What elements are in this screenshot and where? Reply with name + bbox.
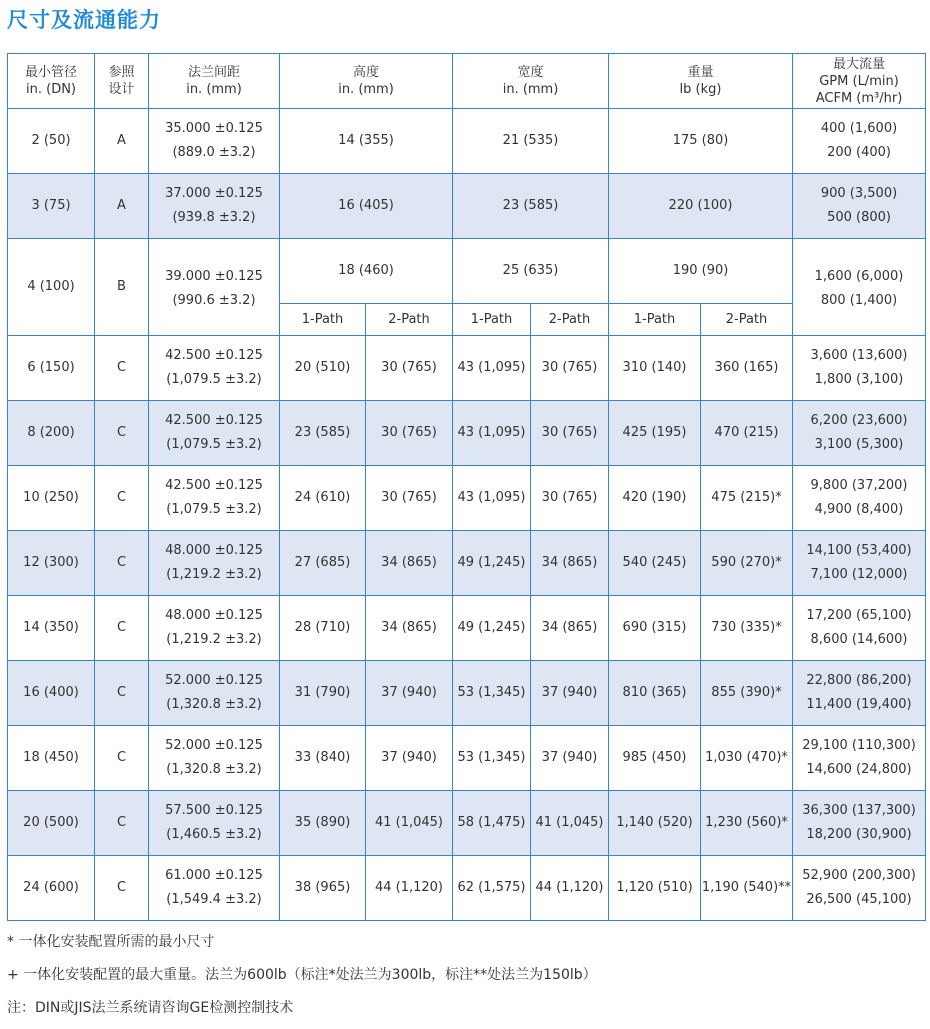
cell-face-to-face: 39.000 ±0.125 (990.6 ±3.2) <box>149 239 280 336</box>
cell-design: C <box>95 466 149 531</box>
cell-weight: 190 (90) <box>609 239 793 304</box>
cell-height-2-path: 41 (1,045) <box>366 791 453 856</box>
cell-max-flow: 400 (1,600) 200 (400) <box>793 109 926 174</box>
header-height: 高度 in. (mm) <box>280 54 453 109</box>
cell-size: 8 (200) <box>8 401 95 466</box>
cell-face-to-face: 48.000 ±0.125 (1,219.2 ±3.2) <box>149 596 280 661</box>
cell-weight-1-path: 1,140 (520) <box>609 791 701 856</box>
cell-weight-1-path: 540 (245) <box>609 531 701 596</box>
subheader-width-1-path: 1-Path <box>453 304 531 336</box>
cell-weight-2-path: 855 (390)* <box>701 661 793 726</box>
cell-height-1-path: 23 (585) <box>280 401 366 466</box>
cell-height-2-path: 30 (765) <box>366 336 453 401</box>
table-row <box>8 531 926 596</box>
cell-size: 3 (75) <box>8 174 95 239</box>
header-max-flow: 最大流量 GPM (L/min) ACFM (m³/hr) <box>793 54 926 109</box>
subheader-height-1-path: 1-Path <box>280 304 366 336</box>
header-row <box>8 54 926 109</box>
cell-height-2-path: 37 (940) <box>366 661 453 726</box>
cell-width-2-path: 30 (765) <box>531 401 609 466</box>
footnote-din-jis: 注：DIN或JIS法兰系统请咨询GE检测控制技术 <box>7 1000 294 1016</box>
cell-width-1-path: 53 (1,345) <box>453 726 531 791</box>
cell-size: 12 (300) <box>8 531 95 596</box>
cell-max-flow: 6,200 (23,600) 3,100 (5,300) <box>793 401 926 466</box>
cell-width-1-path: 49 (1,245) <box>453 531 531 596</box>
cell-height-1-path: 28 (710) <box>280 596 366 661</box>
header-face-to-face: 法兰间距 in. (mm) <box>149 54 280 109</box>
cell-height-1-path: 35 (890) <box>280 791 366 856</box>
cell-max-flow: 36,300 (137,300) 18,200 (30,900) <box>793 791 926 856</box>
cell-design: C <box>95 401 149 466</box>
cell-width-1-path: 43 (1,095) <box>453 336 531 401</box>
subheader-height-2-path: 2-Path <box>366 304 453 336</box>
page-title: 尺寸及流通能力 <box>7 8 161 32</box>
cell-weight: 220 (100) <box>609 174 793 239</box>
cell-weight-2-path: 1,190 (540)** <box>701 856 793 921</box>
cell-face-to-face: 57.500 ±0.125 (1,460.5 ±3.2) <box>149 791 280 856</box>
header-design: 参照 设计 <box>95 54 149 109</box>
cell-face-to-face: 52.000 ±0.125 (1,320.8 ±3.2) <box>149 726 280 791</box>
cell-height-1-path: 20 (510) <box>280 336 366 401</box>
cell-max-flow: 52,900 (200,300) 26,500 (45,100) <box>793 856 926 921</box>
cell-size: 24 (600) <box>8 856 95 921</box>
cell-weight-2-path: 360 (165) <box>701 336 793 401</box>
cell-height: 14 (355) <box>280 109 453 174</box>
cell-weight-2-path: 590 (270)* <box>701 531 793 596</box>
cell-height: 18 (460) <box>280 239 453 304</box>
cell-weight-1-path: 1,120 (510) <box>609 856 701 921</box>
cell-max-flow: 3,600 (13,600) 1,800 (3,100) <box>793 336 926 401</box>
cell-height-1-path: 33 (840) <box>280 726 366 791</box>
cell-width: 25 (635) <box>453 239 609 304</box>
subheader-weight-1-path: 1-Path <box>609 304 701 336</box>
cell-design: C <box>95 336 149 401</box>
subheader-width-2-path: 2-Path <box>531 304 609 336</box>
cell-weight-1-path: 810 (365) <box>609 661 701 726</box>
cell-weight-1-path: 690 (315) <box>609 596 701 661</box>
cell-max-flow: 9,800 (37,200) 4,900 (8,400) <box>793 466 926 531</box>
cell-width-2-path: 30 (765) <box>531 466 609 531</box>
cell-height-1-path: 24 (610) <box>280 466 366 531</box>
cell-max-flow: 900 (3,500) 500 (800) <box>793 174 926 239</box>
footnote-max-weight: + 一体化安装配置的最大重量。法兰为600lb（标注*处法兰为300lb，标注**处法兰为150lb） <box>7 967 597 983</box>
cell-face-to-face: 37.000 ±0.125 (939.8 ±3.2) <box>149 174 280 239</box>
cell-weight-1-path: 985 (450) <box>609 726 701 791</box>
cell-width-2-path: 34 (865) <box>531 531 609 596</box>
footnote-min-size: * 一体化安装配置所需的最小尺寸 <box>7 934 215 950</box>
cell-design: A <box>95 109 149 174</box>
cell-max-flow: 17,200 (65,100) 8,600 (14,600) <box>793 596 926 661</box>
cell-width-1-path: 58 (1,475) <box>453 791 531 856</box>
header-size: 最小管径 in. (DN) <box>8 54 95 109</box>
header-weight: 重量 lb (kg) <box>609 54 793 109</box>
cell-weight-1-path: 425 (195) <box>609 401 701 466</box>
cell-width-2-path: 41 (1,045) <box>531 791 609 856</box>
cell-max-flow: 1,600 (6,000) 800 (1,400) <box>793 239 926 336</box>
cell-weight-2-path: 1,030 (470)* <box>701 726 793 791</box>
cell-design: B <box>95 239 149 336</box>
cell-weight-2-path: 470 (215) <box>701 401 793 466</box>
cell-height-2-path: 30 (765) <box>366 401 453 466</box>
table-row <box>8 401 926 466</box>
table-row <box>8 726 926 791</box>
table-row <box>8 596 926 661</box>
table-row <box>8 661 926 726</box>
cell-width-2-path: 44 (1,120) <box>531 856 609 921</box>
cell-size: 20 (500) <box>8 791 95 856</box>
cell-face-to-face: 35.000 ±0.125 (889.0 ±3.2) <box>149 109 280 174</box>
cell-face-to-face: 42.500 ±0.125 (1,079.5 ±3.2) <box>149 336 280 401</box>
cell-design: C <box>95 856 149 921</box>
cell-max-flow: 29,100 (110,300) 14,600 (24,800) <box>793 726 926 791</box>
cell-design: A <box>95 174 149 239</box>
cell-width: 23 (585) <box>453 174 609 239</box>
cell-width-1-path: 43 (1,095) <box>453 401 531 466</box>
cell-weight-2-path: 730 (335)* <box>701 596 793 661</box>
table-row <box>8 856 926 921</box>
cell-max-flow: 22,800 (86,200) 11,400 (19,400) <box>793 661 926 726</box>
table-row <box>8 791 926 856</box>
cell-face-to-face: 48.000 ±0.125 (1,219.2 ±3.2) <box>149 531 280 596</box>
cell-design: C <box>95 596 149 661</box>
cell-design: C <box>95 661 149 726</box>
cell-face-to-face: 42.500 ±0.125 (1,079.5 ±3.2) <box>149 401 280 466</box>
cell-size: 4 (100) <box>8 239 95 336</box>
cell-size: 6 (150) <box>8 336 95 401</box>
cell-face-to-face: 42.500 ±0.125 (1,079.5 ±3.2) <box>149 466 280 531</box>
cell-width: 21 (535) <box>453 109 609 174</box>
cell-width-2-path: 30 (765) <box>531 336 609 401</box>
cell-size: 16 (400) <box>8 661 95 726</box>
cell-size: 10 (250) <box>8 466 95 531</box>
cell-weight: 175 (80) <box>609 109 793 174</box>
cell-weight-1-path: 420 (190) <box>609 466 701 531</box>
table-row <box>8 336 926 401</box>
footnotes <box>7 930 597 1029</box>
cell-width-1-path: 62 (1,575) <box>453 856 531 921</box>
cell-height-2-path: 44 (1,120) <box>366 856 453 921</box>
cell-face-to-face: 61.000 ±0.125 (1,549.4 ±3.2) <box>149 856 280 921</box>
subheader-weight-2-path: 2-Path <box>701 304 793 336</box>
cell-size: 14 (350) <box>8 596 95 661</box>
cell-width-2-path: 34 (865) <box>531 596 609 661</box>
cell-weight-2-path: 475 (215)* <box>701 466 793 531</box>
table-row <box>8 466 926 531</box>
cell-width-1-path: 53 (1,345) <box>453 661 531 726</box>
cell-weight-1-path: 310 (140) <box>609 336 701 401</box>
table-row <box>8 109 926 174</box>
cell-width-1-path: 43 (1,095) <box>453 466 531 531</box>
dimensions-flow-table <box>7 53 926 921</box>
cell-size: 18 (450) <box>8 726 95 791</box>
cell-width-2-path: 37 (940) <box>531 726 609 791</box>
cell-face-to-face: 52.000 ±0.125 (1,320.8 ±3.2) <box>149 661 280 726</box>
cell-max-flow: 14,100 (53,400) 7,100 (12,000) <box>793 531 926 596</box>
cell-design: C <box>95 791 149 856</box>
cell-design: C <box>95 531 149 596</box>
cell-height-2-path: 34 (865) <box>366 531 453 596</box>
cell-height: 16 (405) <box>280 174 453 239</box>
cell-height-1-path: 31 (790) <box>280 661 366 726</box>
cell-height-1-path: 38 (965) <box>280 856 366 921</box>
cell-width-1-path: 49 (1,245) <box>453 596 531 661</box>
cell-height-2-path: 37 (940) <box>366 726 453 791</box>
table-row <box>8 174 926 239</box>
cell-design: C <box>95 726 149 791</box>
cell-height-1-path: 27 (685) <box>280 531 366 596</box>
header-width: 宽度 in. (mm) <box>453 54 609 109</box>
cell-size: 2 (50) <box>8 109 95 174</box>
table-row <box>8 239 926 304</box>
cell-height-2-path: 34 (865) <box>366 596 453 661</box>
cell-weight-2-path: 1,230 (560)* <box>701 791 793 856</box>
cell-height-2-path: 30 (765) <box>366 466 453 531</box>
cell-width-2-path: 37 (940) <box>531 661 609 726</box>
